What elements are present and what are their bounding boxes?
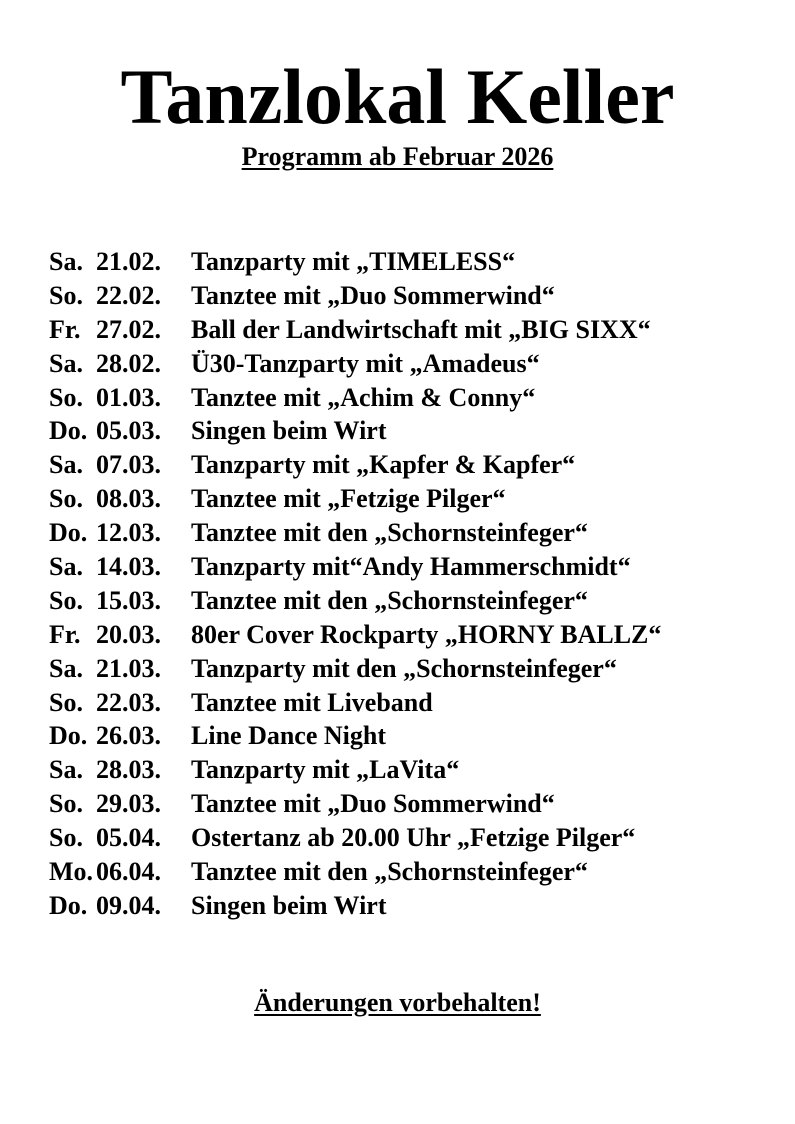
event-day: Sa.	[49, 755, 83, 785]
event-day: Do.	[49, 890, 88, 920]
event-row	[49, 550, 779, 584]
event-description: Tanztee mit den „Schornsteinfeger“	[191, 518, 588, 548]
event-day: Fr.	[49, 314, 81, 344]
event-date: 20.03.	[96, 619, 161, 649]
event-date: 15.03.	[96, 585, 161, 615]
event-date: 21.02.	[96, 247, 161, 276]
event-description: 80er Cover Rockparty „HORNY BALLZ“	[191, 619, 662, 649]
event-day: Sa.	[49, 450, 83, 480]
event-description: Singen beim Wirt	[191, 416, 387, 446]
event-description: Ball der Landwirtschaft mit „BIG SIXX“	[191, 314, 651, 344]
event-row	[49, 855, 779, 889]
event-date: 28.02.	[96, 348, 161, 378]
event-day: Sa.	[49, 247, 83, 276]
event-day: So.	[49, 687, 83, 717]
event-description: Tanzparty mit“Andy Hammerschmidt“	[191, 552, 631, 582]
event-description: Tanztee mit den „Schornsteinfeger“	[191, 857, 588, 887]
event-day: Fr.	[49, 619, 81, 649]
event-day: Sa.	[49, 552, 83, 582]
event-row	[49, 448, 779, 482]
event-description: Tanzparty mit den „Schornsteinfeger“	[191, 653, 617, 683]
event-day: So.	[49, 280, 83, 310]
event-date: 14.03.	[96, 552, 161, 582]
event-row	[49, 584, 779, 618]
event-description: Tanzparty mit „TIMELESS“	[191, 247, 516, 276]
event-day: Sa.	[49, 348, 83, 378]
event-row	[49, 686, 779, 720]
event-row	[49, 482, 779, 516]
event-date: 05.04.	[96, 823, 161, 853]
event-description: Tanzparty mit „Kapfer & Kapfer“	[191, 450, 576, 480]
event-date: 12.03.	[96, 518, 161, 548]
event-row	[49, 245, 779, 279]
event-date: 29.03.	[96, 789, 161, 819]
event-description: Tanztee mit Liveband	[191, 687, 433, 717]
event-row	[49, 753, 779, 787]
event-description: Tanztee mit „Duo Sommerwind“	[191, 280, 555, 310]
event-day: So.	[49, 789, 83, 819]
event-description: Tanztee mit „Duo Sommerwind“	[191, 789, 555, 819]
footer-note: Änderungen vorbehalten!	[254, 988, 541, 1017]
event-day: Do.	[49, 518, 88, 548]
event-row	[49, 821, 779, 855]
event-date: 08.03.	[96, 484, 161, 514]
event-row	[49, 652, 779, 686]
event-row	[49, 347, 779, 381]
event-row	[49, 618, 779, 652]
event-day: Do.	[49, 416, 88, 446]
event-description: Tanztee mit „Achim & Conny“	[191, 382, 536, 412]
event-date: 21.03.	[96, 653, 161, 683]
event-date: 05.03.	[96, 416, 161, 446]
event-description: Line Dance Night	[191, 721, 386, 751]
event-day: Do.	[49, 721, 88, 751]
event-row	[49, 279, 779, 313]
event-date: 01.03.	[96, 382, 161, 412]
event-day: Mo.	[49, 857, 94, 887]
event-row	[49, 719, 779, 753]
event-description: Tanztee mit den „Schornsteinfeger“	[191, 585, 588, 615]
event-row	[49, 889, 779, 923]
event-day: So.	[49, 585, 83, 615]
page-subtitle: Programm ab Februar 2026	[241, 142, 554, 171]
event-row	[49, 516, 779, 550]
event-row	[49, 787, 779, 821]
event-date: 22.03.	[96, 687, 161, 717]
event-date: 22.02.	[96, 280, 161, 310]
event-date: 27.02.	[96, 314, 161, 344]
event-date: 26.03.	[96, 721, 161, 751]
event-day: So.	[49, 382, 83, 412]
event-description: Tanztee mit „Fetzige Pilger“	[191, 484, 506, 514]
event-day: So.	[49, 823, 83, 853]
event-row	[49, 313, 779, 347]
event-date: 28.03.	[96, 755, 161, 785]
event-day: So.	[49, 484, 83, 514]
event-date: 06.04.	[96, 857, 161, 887]
event-description: Singen beim Wirt	[191, 890, 387, 920]
event-date: 07.03.	[96, 450, 161, 480]
page-title: Tanzlokal Keller	[120, 53, 675, 140]
event-description: Ü30-Tanzparty mit „Amadeus“	[191, 348, 540, 378]
event-date: 09.04.	[96, 890, 161, 920]
event-row	[49, 381, 779, 415]
event-day: Sa.	[49, 653, 83, 683]
event-description: Ostertanz ab 20.00 Uhr „Fetzige Pilger“	[191, 823, 636, 853]
event-description: Tanzparty mit „LaVita“	[191, 755, 460, 785]
event-row	[49, 414, 779, 448]
event-list	[49, 245, 779, 923]
